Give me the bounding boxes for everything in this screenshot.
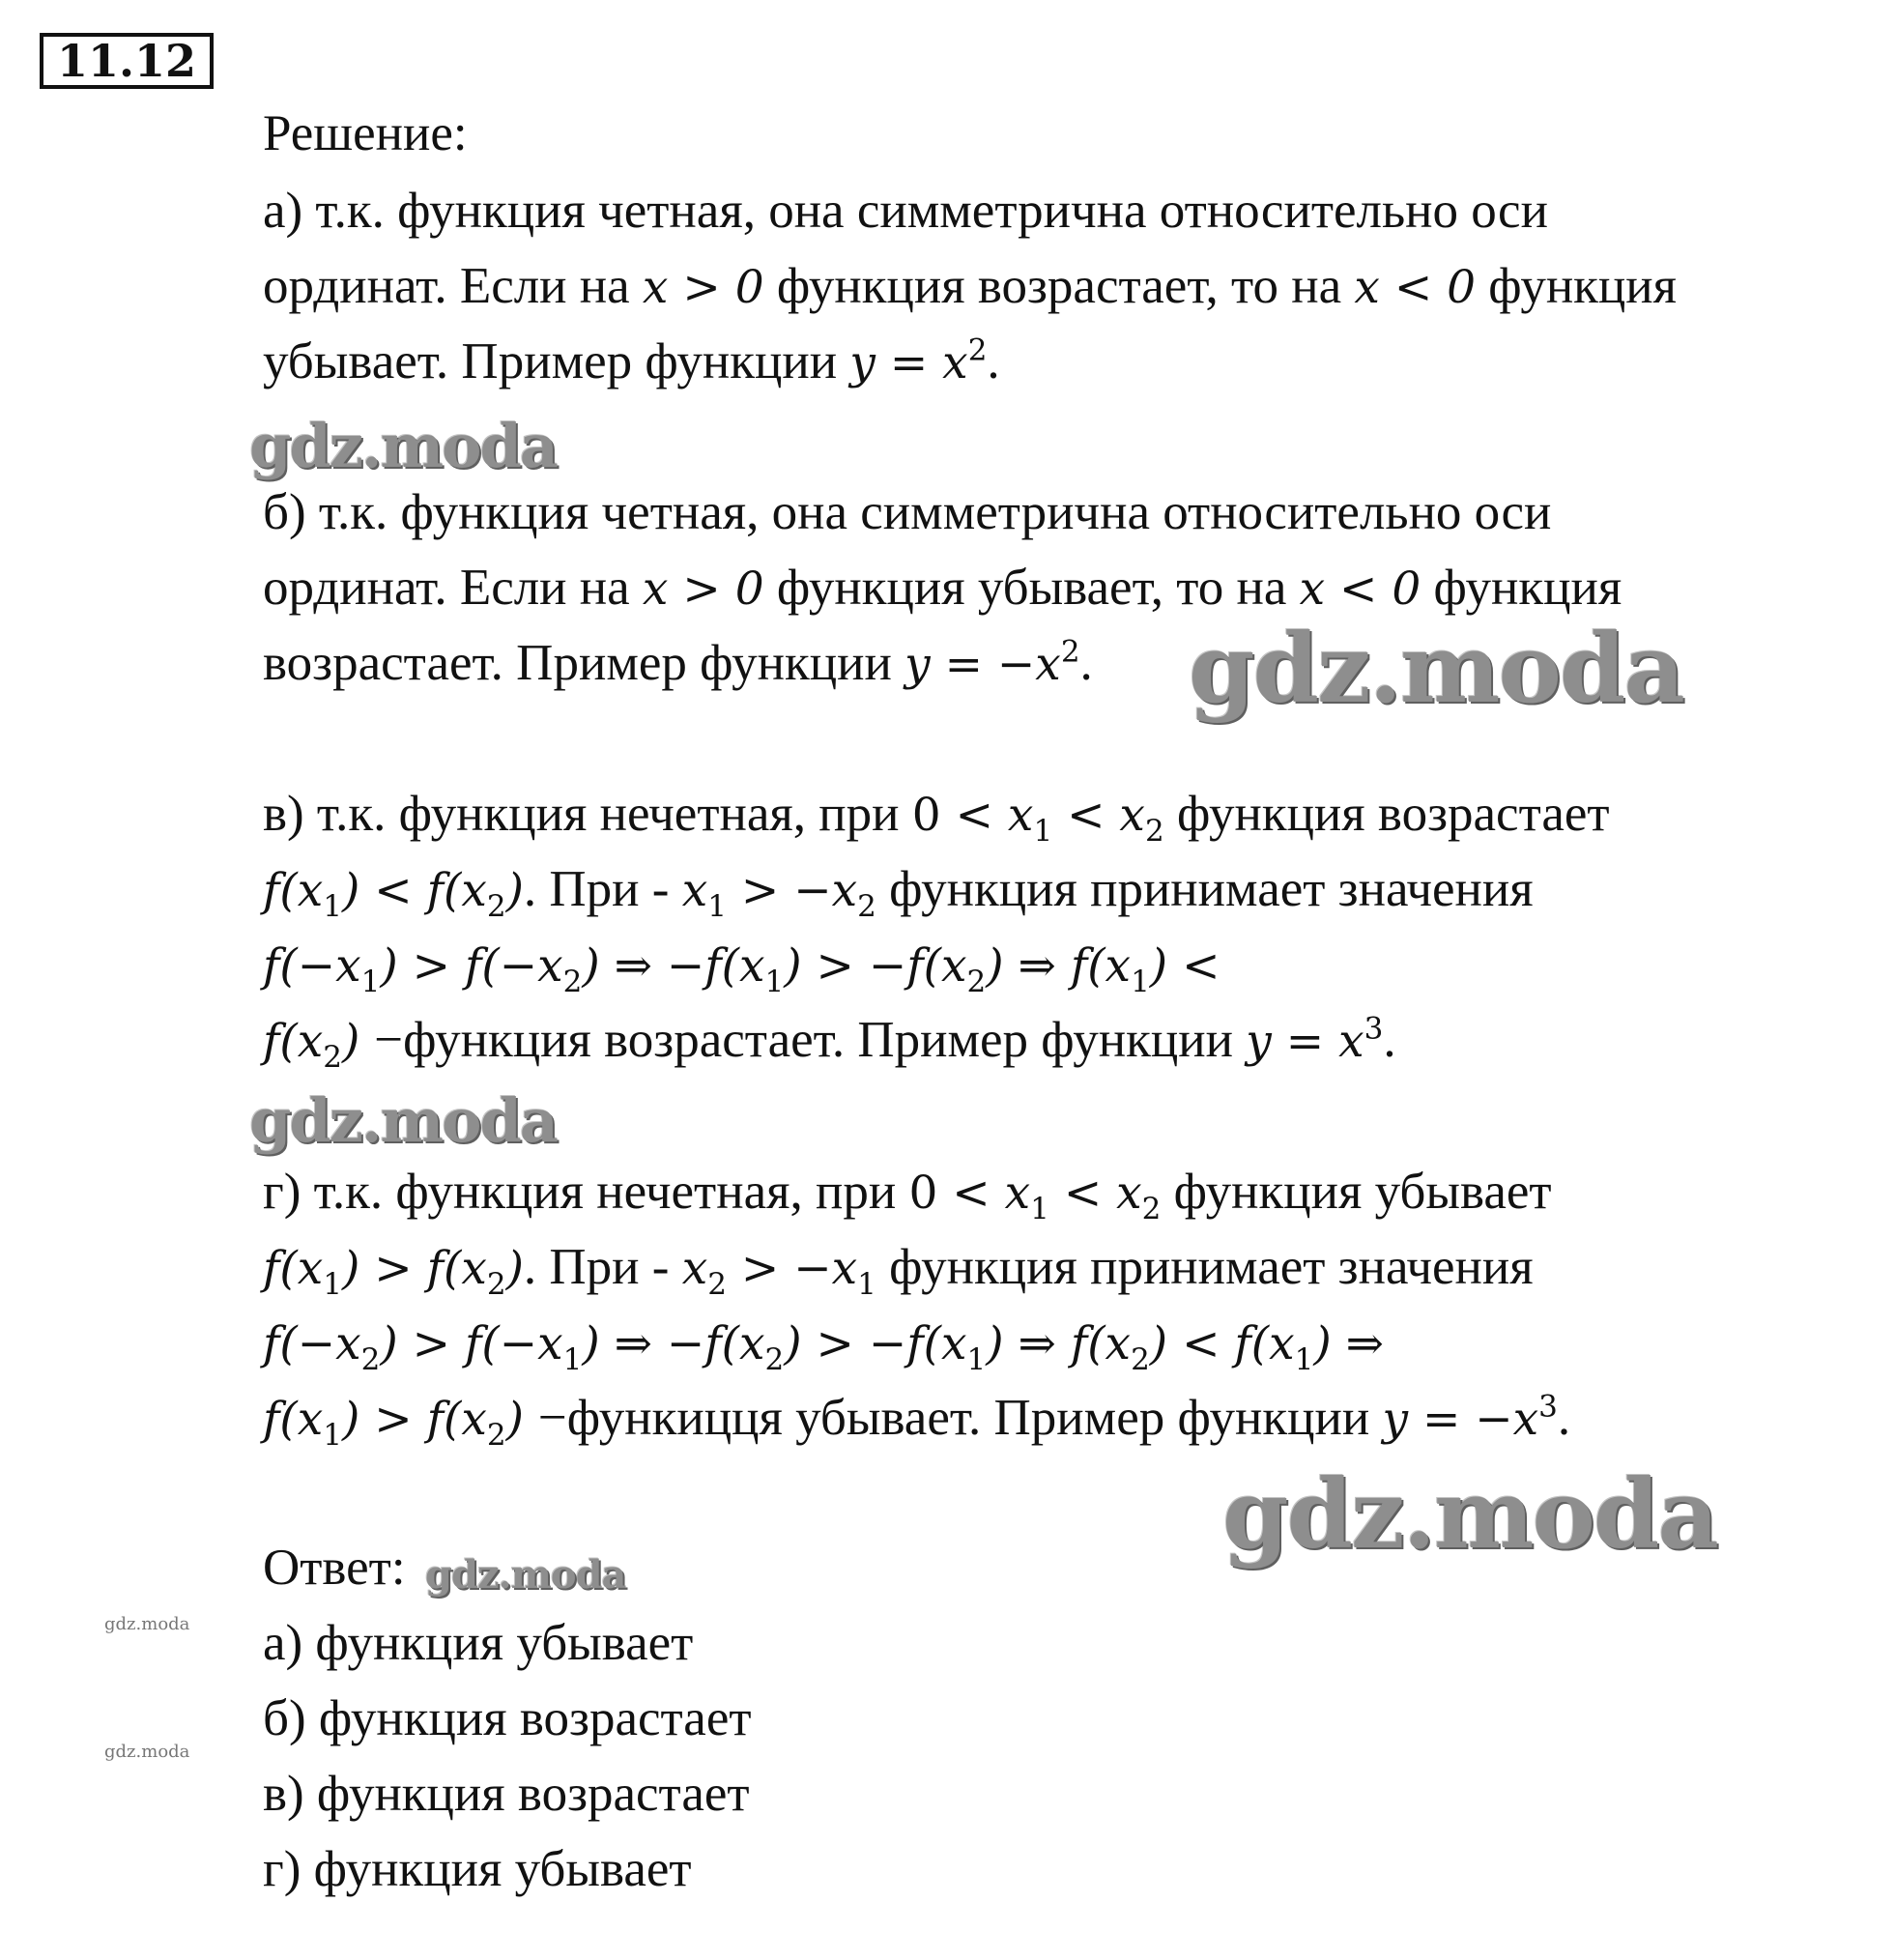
part-a-line-3: убывает. Пример функции $y = x^2$. xyxy=(263,332,1000,389)
part-v-line-3: $f(-x_1) > f(-x_2)$ ⇒ $-f(x_1) > -f(x_2)$ ⇒ $f(x_1)$ < xyxy=(263,939,1220,999)
answer-item-v: в) функция возрастает xyxy=(263,1766,750,1822)
watermark-7: gdz.moda xyxy=(104,1742,190,1762)
part-v-line-4: $f(x_2)$ −функция возрастает. Пример функции $y = x^3$. xyxy=(263,1011,1396,1075)
part-b-line-1: б) т.к. функция четная, она симметрична относительно оси xyxy=(263,484,1552,540)
part-g-line-3: $f(-x_2) > f(-x_1)$ ⇒ $-f(x_2) > -f(x_1)$ ⇒ $f(x_2) < f(x_1)$ ⇒ xyxy=(263,1317,1385,1377)
solution-heading: Решение: xyxy=(263,105,468,161)
answer-item-b: б) функция возрастает xyxy=(263,1690,752,1746)
part-v-line-2: $f(x_1) < f(x_2)$. При - $x_1 > -x_2$ функция принимает значения xyxy=(263,861,1534,924)
part-v-line-1: в) т.к. функция нечетная, при $0 < x_1 < x_2$ функция возрастает xyxy=(263,786,1610,849)
problem-number: 11.12 xyxy=(40,33,214,89)
part-g-line-2: $f(x_1) > f(x_2)$. При - $x_2 > -x_1$ функция принимает значения xyxy=(263,1239,1534,1302)
watermark-2: gdz.moda xyxy=(1189,614,1683,725)
part-g-line-1: г) т.к. функция нечетная, при $0 < x_1 < x_2$ функция убывает xyxy=(263,1164,1552,1226)
watermark-5: gdz.moda xyxy=(425,1552,626,1598)
watermark-4: gdz.moda xyxy=(1222,1459,1717,1571)
part-b-line-2: ординат. Если на x > 0 функция убывает, то на x < 0 функция xyxy=(263,560,1622,616)
watermark-6: gdz.moda xyxy=(104,1614,190,1634)
part-g-line-4: $f(x_1) > f(x_2)$ −функицця убывает. Пример функции $y = -x^3$. xyxy=(263,1389,1571,1453)
part-a-line-1: а) т.к. функция четная, она симметрична относительно оси xyxy=(263,183,1548,239)
part-a-line-2: ординат. Если на x > 0 функция возрастает, то на x < 0 функция xyxy=(263,258,1678,314)
answer-label: Ответ: xyxy=(263,1540,406,1596)
watermark-1: gdz.moda xyxy=(249,411,557,481)
answer-item-a: а) функция убывает xyxy=(263,1615,694,1671)
answer-item-g: г) функция убывает xyxy=(263,1841,692,1897)
watermark-3: gdz.moda xyxy=(249,1085,557,1156)
part-b-line-3: возрастает. Пример функции $y = -x^2$. xyxy=(263,634,1093,691)
